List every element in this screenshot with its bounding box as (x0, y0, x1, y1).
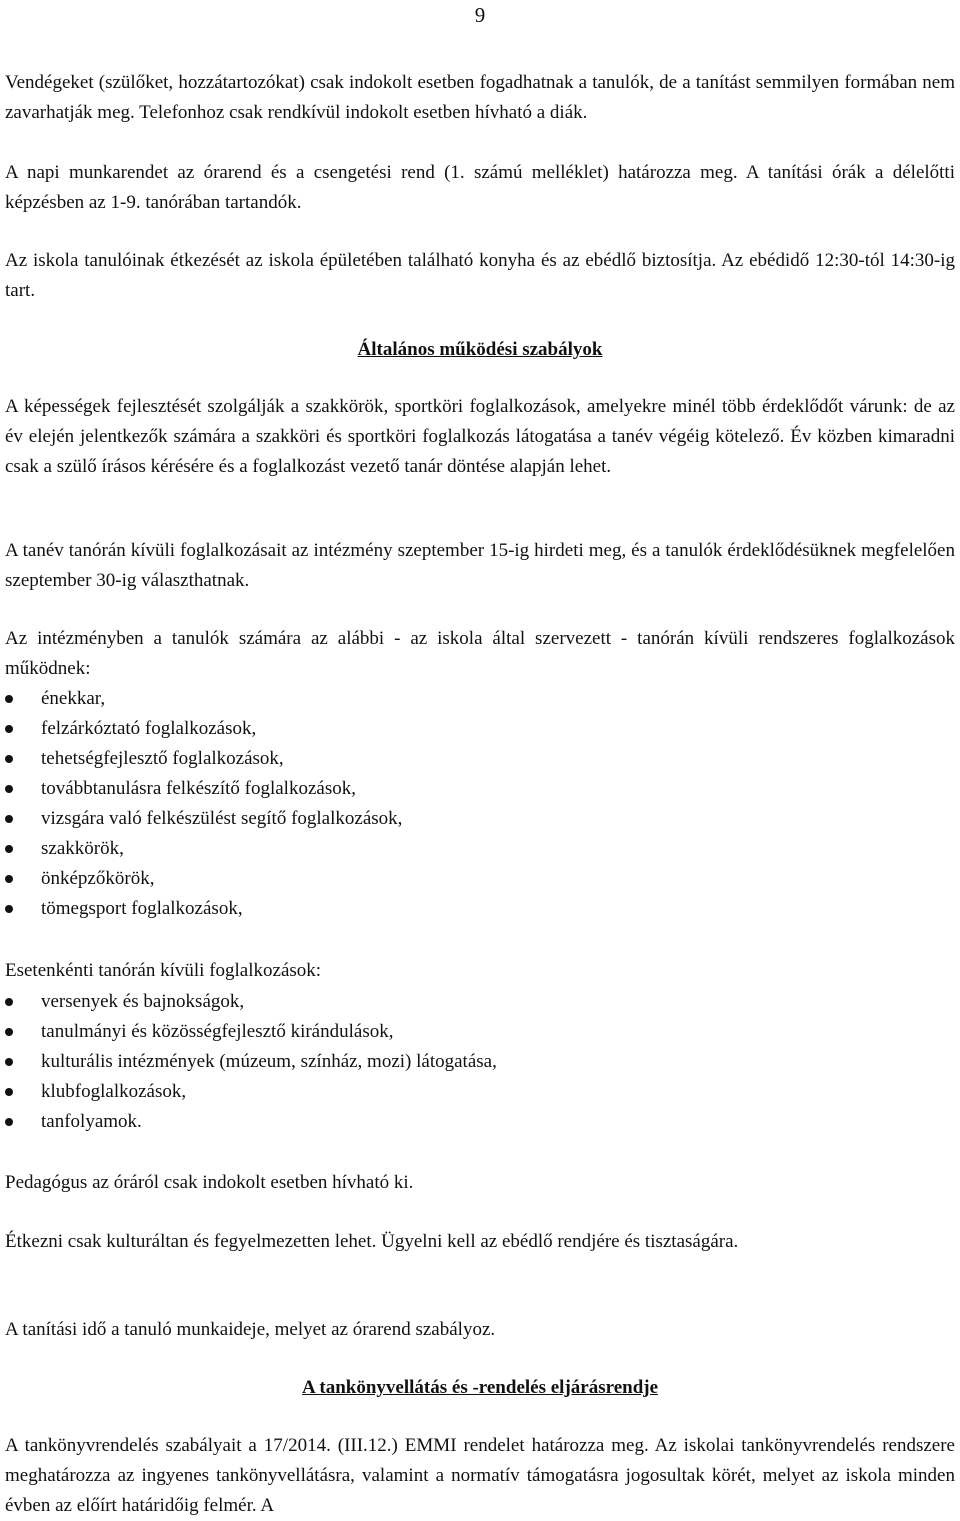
list-item: klubfoglalkozások, (5, 1077, 955, 1107)
list-item: vizsgára való felkészülést segítő foglalkozások, (5, 804, 955, 834)
section-heading-textbooks (0, 1373, 960, 1403)
list-item: tanfolyamok. (5, 1107, 955, 1137)
paragraph-regular-activities: Az intézményben a tanulók számára az alábbi - az iskola által szervezett - tanórán kívüli rendszeres foglalkozások működnek: (5, 628, 955, 679)
bullet-icon (5, 1118, 13, 1126)
list-item: énekkar, (5, 684, 955, 714)
bullet-icon (5, 1028, 13, 1036)
paragraph-dining: Étkezni csak kulturáltan és fegyelmezetten lehet. Ügyelni kell az ebédlő rendjére és tisztaságára. (5, 1231, 739, 1252)
list-item: tanulmányi és közösségfejlesztő kirándulások, (5, 1017, 955, 1047)
bullet-icon (5, 905, 13, 913)
occasional-activities-list (5, 987, 955, 1137)
paragraph-teaching-time: A tanítási idő a tanuló munkaideje, melyet az órarend szabályoz. (5, 1319, 496, 1340)
bullet-icon (5, 1058, 13, 1066)
bullet-icon (5, 815, 13, 823)
heading-text: Általános működési szabályok (357, 339, 603, 360)
paragraph-skills: A képességek fejlesztését szolgálják a szakkörök, sportköri foglalkozások, amelyekre minél több érdeklődőt várunk: de az év elején jelentkezők számára a szakköri és sportköri foglalkozás látogatása a tanév végéig kötelező. Év közben kimaradni csak a szülő írásos kérésére és a foglalkozást vezető tanár döntése alapján lehet. (5, 396, 955, 477)
list-item: önképzőkörök, (5, 864, 955, 894)
list-item: felzárkóztató foglalkozások, (5, 714, 955, 744)
paragraph-visitors: Vendégeket (szülőket, hozzátartozókat) csak indokolt esetben fogadhatnak a tanulók, de a tanítást semmilyen formában nem zavarhatják meg. Telefonhoz csak rendkívül indokolt esetben hívható a diák. (5, 72, 955, 123)
bullet-icon (5, 725, 13, 733)
heading-text: A tankönyvellátás és -rendelés eljárásrendje (301, 1377, 659, 1398)
list-item: továbbtanulásra felkészítő foglalkozások, (5, 774, 955, 804)
bullet-icon (5, 1088, 13, 1096)
paragraph-meals: Az iskola tanulóinak étkezését az iskola épületében található konyha és az ebédlő biztosítja. Az ebédidő 12:30-tól 14:30-ig tart. (5, 250, 955, 301)
regular-activities-list (5, 684, 955, 924)
paragraph-daily-schedule: A napi munkarendet az órarend és a csengetési rend (1. számú melléklet) határozza meg. A tanítási órák a délelőtti képzésben az 1-9. tanórában tartandók. (5, 162, 955, 213)
paragraph-announcement: A tanév tanórán kívüli foglalkozásait az intézmény szeptember 15-ig hirdeti meg, és a tanulók érdeklődésüknek megfelelően szeptember 30-ig választhatnak. (5, 540, 955, 591)
paragraph-teacher-call: Pedagógus az óráról csak indokolt esetben hívható ki. (5, 1172, 414, 1193)
page-number: 9 (474, 3, 486, 27)
bullet-icon (5, 998, 13, 1006)
list-item: tehetségfejlesztő foglalkozások, (5, 744, 955, 774)
bullet-icon (5, 695, 13, 703)
bullet-icon (5, 755, 13, 763)
list-item: szakkörök, (5, 834, 955, 864)
bullet-icon (5, 785, 13, 793)
paragraph-occasional-activities: Esetenkénti tanórán kívüli foglalkozások: (5, 960, 322, 981)
list-item: versenyek és bajnokságok, (5, 987, 955, 1017)
bullet-icon (5, 845, 13, 853)
list-item: kulturális intézmények (múzeum, színház, mozi) látogatása, (5, 1047, 955, 1077)
list-item: tömegsport foglalkozások, (5, 894, 955, 924)
section-heading-general-rules (0, 335, 960, 365)
bullet-icon (5, 875, 13, 883)
paragraph-textbook-ordering: A tankönyvrendelés szabályait a 17/2014. (III.12.) EMMI rendelet határozza meg. Az iskolai tankönyvrendelés rendszere meghatározza az ingyenes tankönyvellátásra, valamint a normatív támogatásra jogosultak körét, melyet az iskola minden évben az előírt határidőig felmér. A (5, 1435, 955, 1516)
